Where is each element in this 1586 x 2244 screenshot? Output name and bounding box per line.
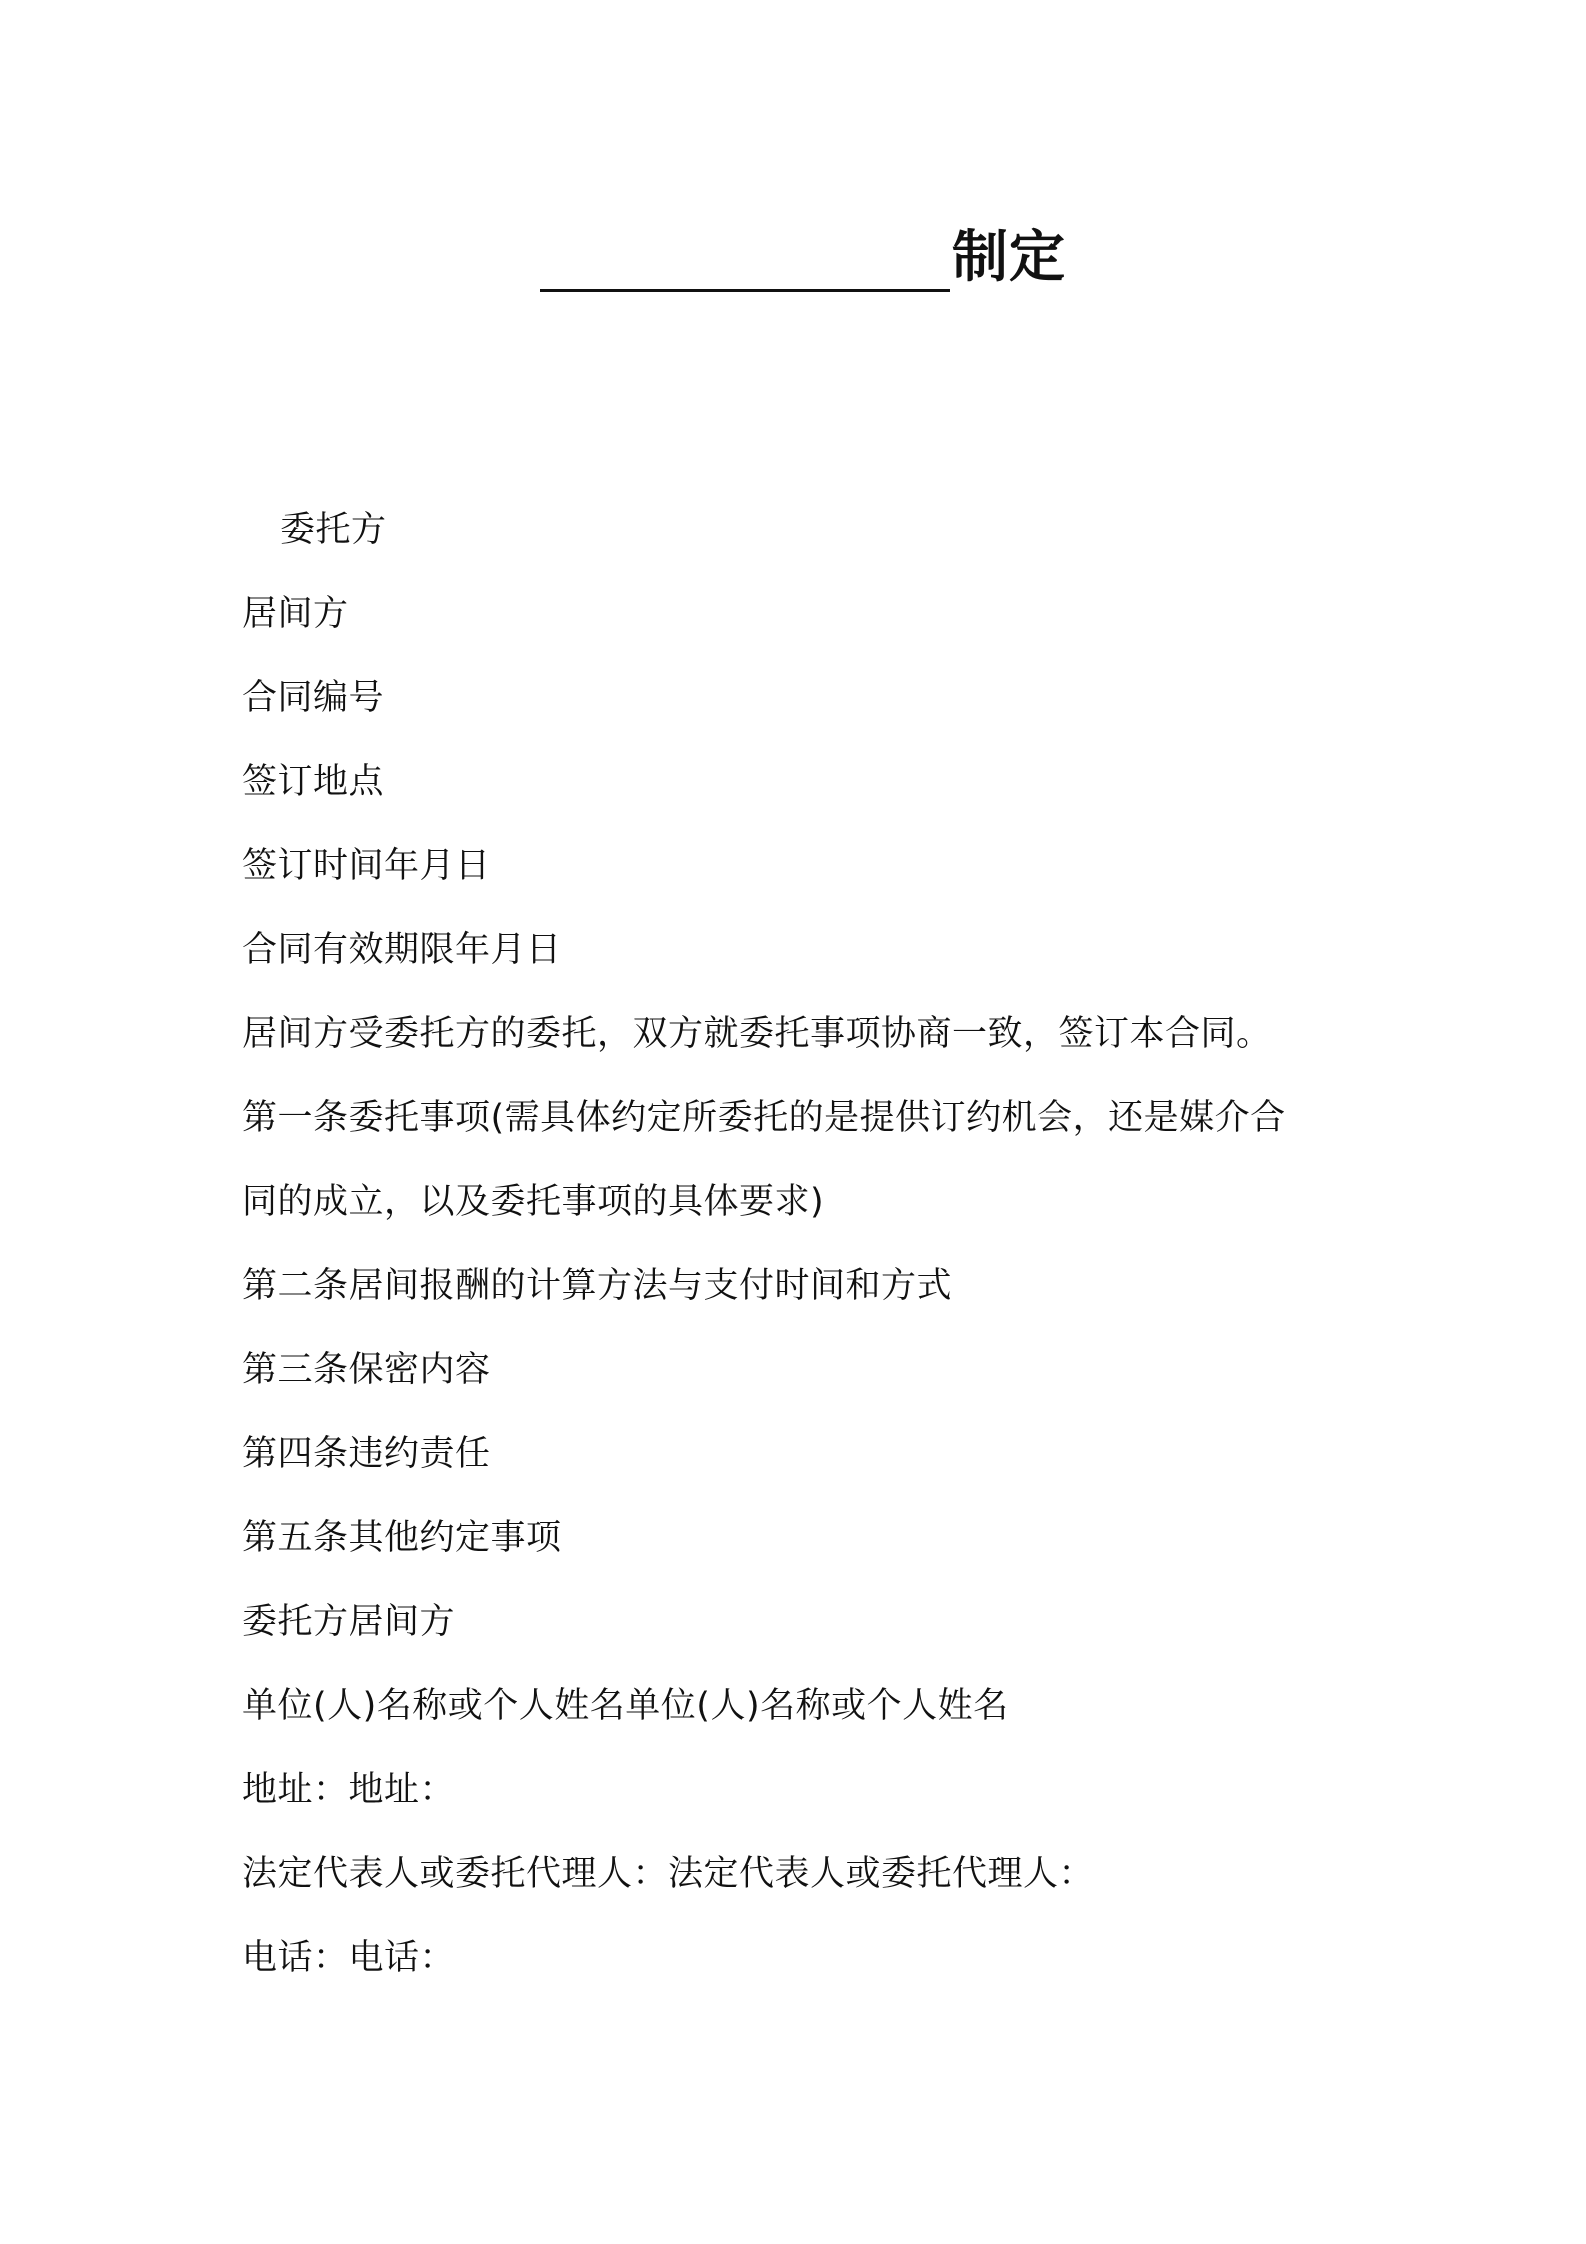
preamble-paragraph: 居间方受委托方的委托，双方就委托事项协商一致，签订本合同。 bbox=[242, 1014, 1272, 1054]
broker-label: 居间方 bbox=[242, 594, 349, 634]
article-1-line-1: 第一条委托事项(需具体约定所委托的是提供订约机会，还是媒介合 bbox=[242, 1098, 1286, 1138]
signatory-address-fields: 地址：地址： bbox=[242, 1770, 456, 1810]
signing-date-label: 签订时间年月日 bbox=[242, 846, 491, 886]
document-body bbox=[242, 488, 1382, 2000]
validity-period-label: 合同有效期限年月日 bbox=[242, 930, 562, 970]
title-row bbox=[540, 212, 1066, 292]
article-1-line-2: 同的成立，以及委托事项的具体要求) bbox=[242, 1182, 825, 1222]
article-2: 第二条居间报酬的计算方法与支付时间和方式 bbox=[242, 1266, 953, 1306]
page-title: 制定 bbox=[952, 225, 1066, 290]
signatory-parties: 委托方居间方 bbox=[242, 1602, 456, 1642]
contract-number-label: 合同编号 bbox=[242, 678, 385, 718]
title-blank-line bbox=[540, 225, 950, 292]
signatory-representative-fields: 法定代表人或委托代理人：法定代表人或委托代理人： bbox=[242, 1854, 1095, 1894]
signatory-name-fields: 单位(人)名称或个人姓名单位(人)名称或个人姓名 bbox=[242, 1686, 1009, 1726]
signing-place-label: 签订地点 bbox=[242, 762, 385, 802]
article-3: 第三条保密内容 bbox=[242, 1350, 491, 1390]
article-5: 第五条其他约定事项 bbox=[242, 1518, 562, 1558]
signatory-phone-fields: 电话：电话： bbox=[242, 1938, 456, 1978]
article-4: 第四条违约责任 bbox=[242, 1434, 491, 1474]
client-label: 委托方 bbox=[280, 510, 387, 550]
